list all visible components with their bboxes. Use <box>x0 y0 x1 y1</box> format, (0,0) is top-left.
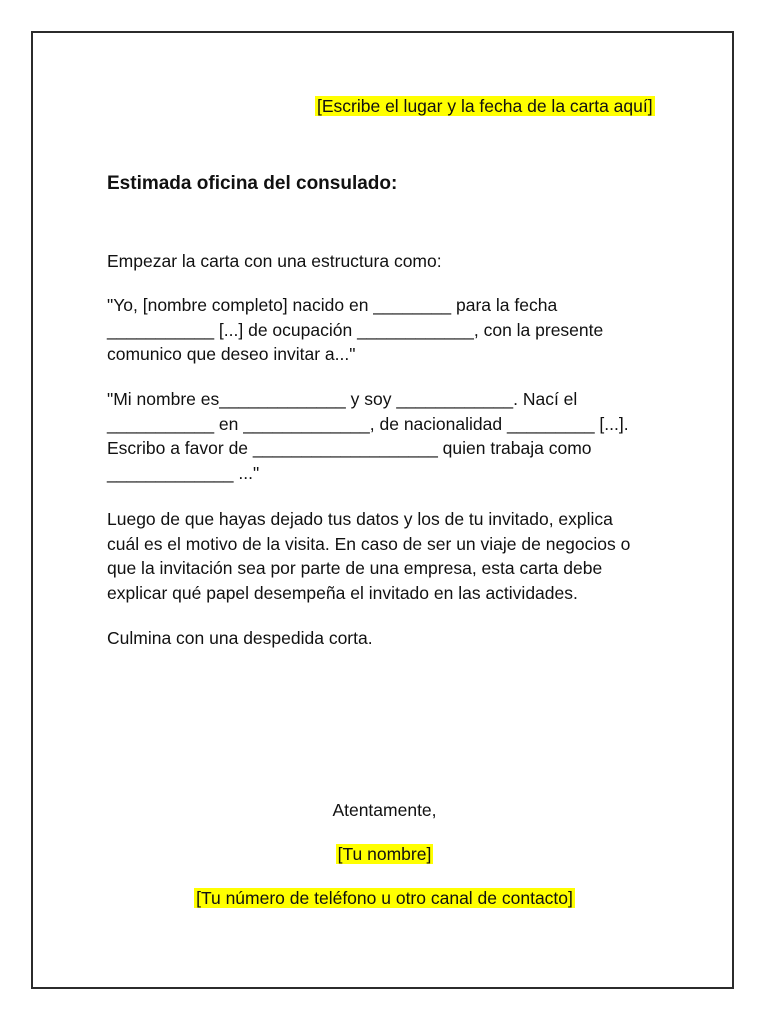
explain-line-2: cuál es el motivo de la visita. En caso de ser un viaje de negocios o <box>107 533 631 554</box>
intro-line: Empezar la carta con una estructura como: <box>107 251 442 271</box>
name-placeholder <box>33 843 736 865</box>
template2-line-1: "Mi nombre es_____________ y soy ____________. Nací el <box>107 389 578 409</box>
place-date-placeholder <box>315 95 655 117</box>
salutation: Estimada oficina del consulado: <box>107 173 398 194</box>
explain-line-3: que la invitación sea por parte de una empresa, esta carta debe <box>107 558 603 578</box>
template1-line-2: ___________ [...] de ocupación ____________, con la presente <box>107 319 604 340</box>
template2-line-4: _____________ ..." <box>107 462 260 483</box>
place-date-highlight: [Escribe el lugar y la fecha de la carta aquí] <box>317 96 653 116</box>
contact-placeholder <box>33 887 736 909</box>
closing-instruction-paragraph <box>107 626 687 651</box>
closing-instruction-line: Culmina con una despedida corta. <box>107 628 373 648</box>
template-paragraph-2 <box>107 387 687 485</box>
template1-line-3: comunico que deseo invitar a..." <box>107 344 356 364</box>
template-paragraph-1 <box>107 293 687 367</box>
explain-line-1: Luego de que hayas dejado tus datos y los de tu invitado, explica <box>107 509 613 529</box>
explain-line-4: explicar qué papel desempeña el invitado en las actividades. <box>107 582 578 603</box>
template2-line-2: ___________ en _____________, de nacionalidad _________ [...]. <box>107 413 629 434</box>
name-highlight: [Tu nombre] <box>337 844 432 864</box>
intro-paragraph <box>107 249 687 274</box>
template1-line-1: "Yo, [nombre completo] nacido en ________ para la fecha <box>107 295 558 315</box>
contact-highlight: [Tu número de teléfono u otro canal de contacto] <box>196 888 573 908</box>
explanation-paragraph <box>107 507 687 605</box>
letter-page <box>31 31 734 989</box>
template2-line-3: Escribo a favor de ___________________ quien trabaja como <box>107 438 592 458</box>
closing-phrase: Atentamente, <box>332 800 437 820</box>
